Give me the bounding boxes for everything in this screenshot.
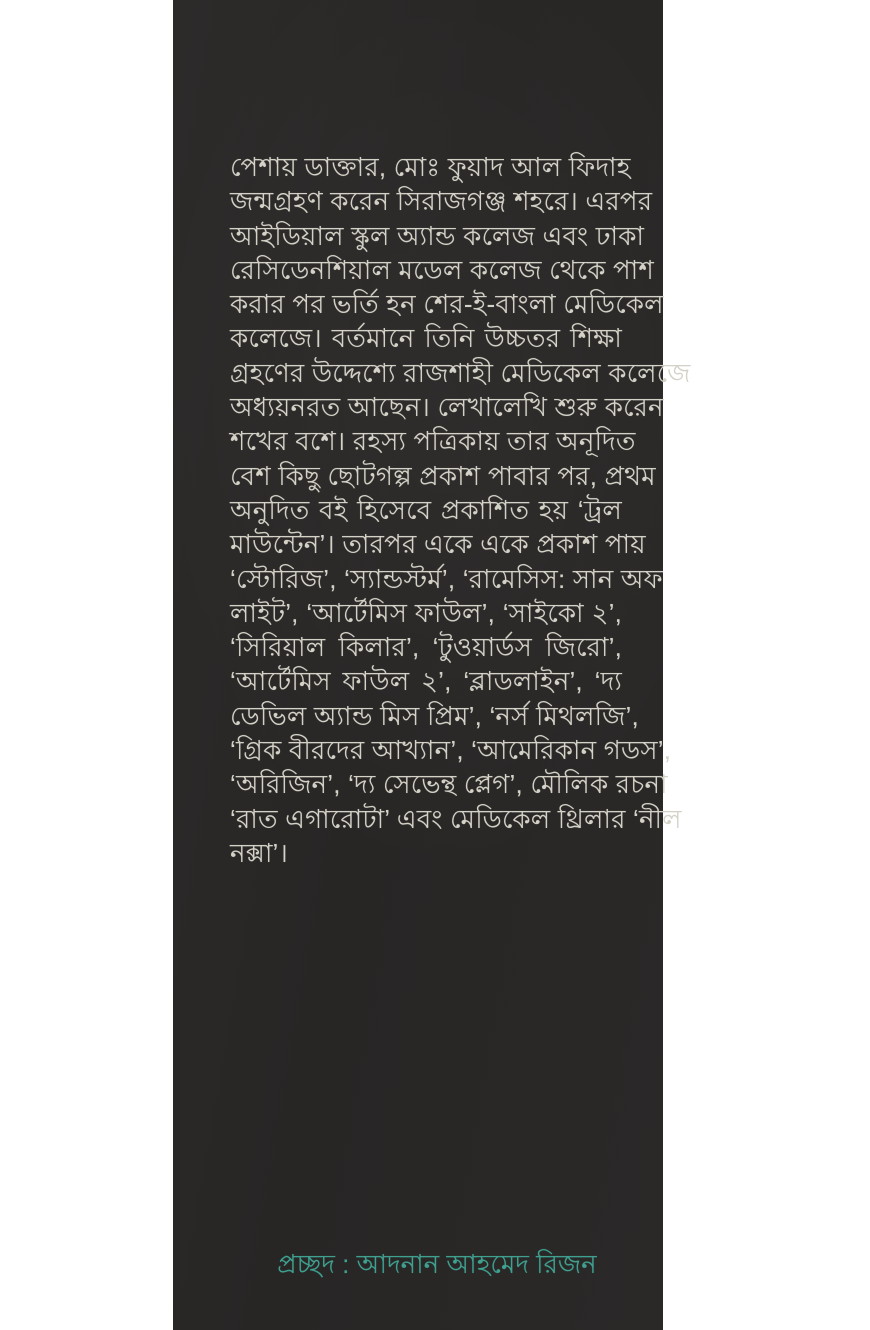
- bio-line: রেসিডেনশিয়াল মডেল কলেজ থেকে পাশ: [230, 254, 654, 285]
- bio-line: আইডিয়াল স্কুল অ্যান্ড কলেজ এবং ঢাকা: [230, 220, 645, 251]
- bio-line: ‘সিরিয়াল কিলার’, ‘টুওয়ার্ডস জিরো’,: [230, 632, 622, 663]
- bio-line: অনুদিত বই হিসেবে প্রকাশিত হয় ‘ট্রল: [230, 494, 622, 525]
- author-bio-paragraph: [230, 150, 691, 870]
- bio-line: ‘রাত এগারোটা’ এবং মেডিকেল থ্রিলার ‘নীল: [230, 803, 682, 834]
- bio-line: গ্রহণের উদ্দেশ্যে রাজশাহী মেডিকেল কলেজে: [230, 357, 691, 388]
- bio-line: করার পর ভর্তি হন শের-ই-বাংলা মেডিকেল: [230, 289, 664, 320]
- bio-line: জন্মগ্রহণ করেন সিরাজগঞ্জ শহরে। এরপর: [230, 186, 653, 217]
- bio-line: কলেজে। বর্তমানে তিনি উচ্চতর শিক্ষা: [230, 323, 622, 354]
- bio-line: নক্সা’।: [230, 837, 289, 868]
- bio-line: ‘গ্রিক বীরদের আখ্যান’, ‘আমেরিকান গডস’,: [230, 735, 672, 766]
- bio-line: ডেভিল অ্যান্ড মিস প্রিম’, ‘নর্স মিথলজি’,: [230, 700, 639, 731]
- bio-line: ‘স্টোরিজ’, ‘স্যান্ডস্টর্ম’, ‘রামেসিস: সান অফ: [230, 563, 663, 594]
- bio-line: বেশ কিছু ছোটগল্প প্রকাশ পাবার পর, প্রথম: [230, 460, 656, 491]
- bio-line: অধ্যয়নরত আছেন। লেখালেখি শুরু করেন: [230, 392, 664, 423]
- bio-line: শখের বশে। রহস্য পত্রিকায় তার অনূদিত: [230, 426, 636, 457]
- bio-line: পেশায় ডাক্তার, মোঃ ফুয়াদ আল ফিদাহ: [230, 152, 631, 182]
- bio-line: মাউন্টেন’। তারপর একে একে প্রকাশ পায়: [230, 529, 646, 560]
- flap-dark-panel: [173, 0, 691, 1330]
- bio-line: লাইট’, ‘আর্টেমিস ফাউল’, ‘সাইকো ২’,: [230, 597, 622, 628]
- cover-credit-line: প্রচ্ছদ : আদনান আহমেদ রিজন: [277, 1249, 597, 1279]
- bio-line: ‘আর্টেমিস ফাউল ২’, ‘ব্লাডলাইন’, ‘দ্য: [230, 666, 622, 697]
- bio-line: ‘অরিজিন’, ‘দ্য সেভেন্থ প্লেগ’, মৌলিক রচনা: [230, 769, 668, 800]
